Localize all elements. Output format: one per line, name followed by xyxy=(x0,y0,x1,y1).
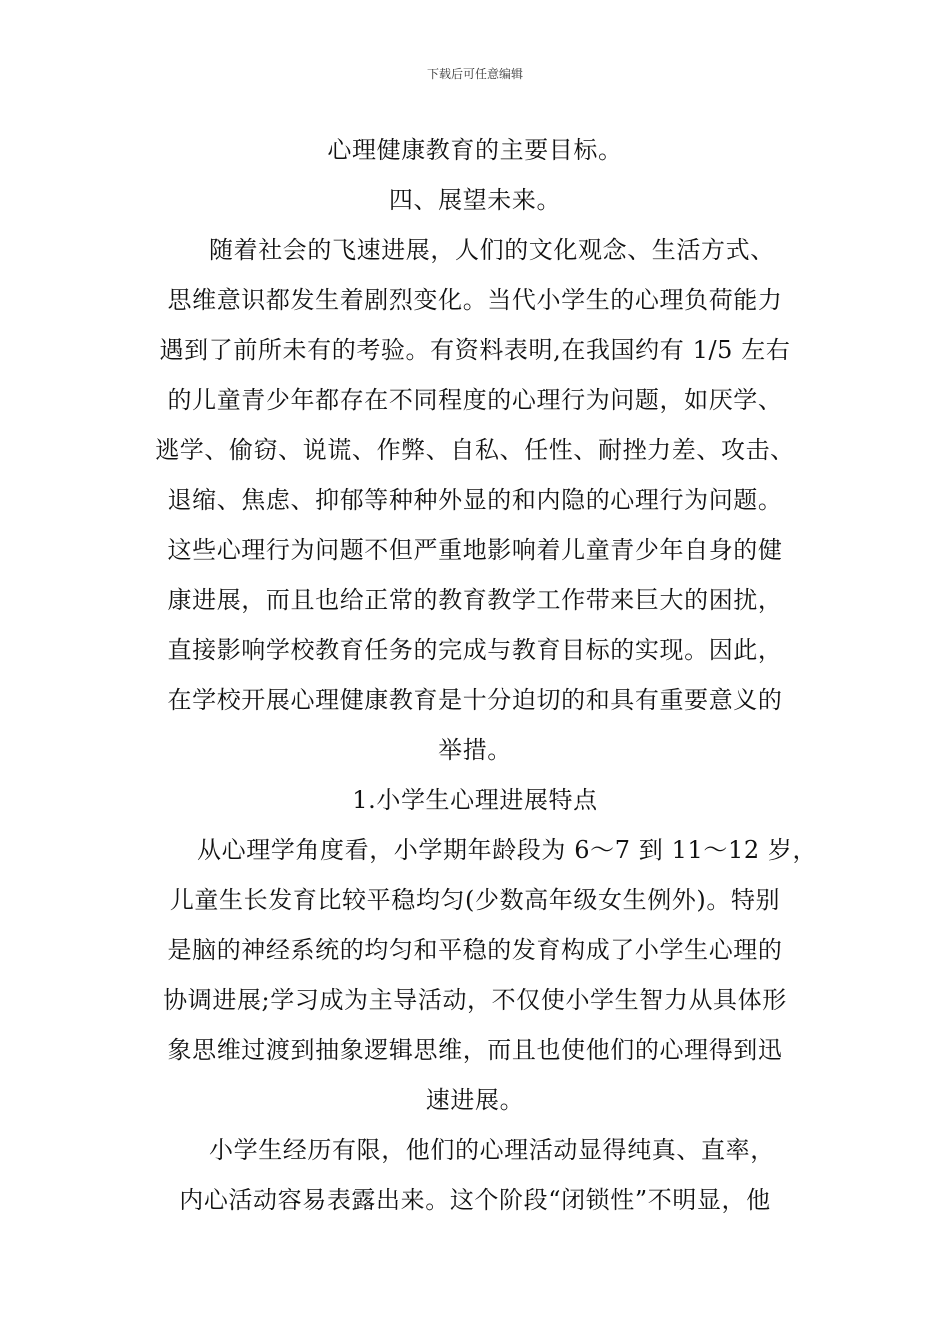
page-header-note: 下载后可任意编辑 xyxy=(426,67,523,81)
subsection-heading: 1.小学生心理进展特点 xyxy=(352,786,598,814)
text-line: 这些心理行为问题不但严重地影响着儿童青少年自身的健 xyxy=(167,536,783,564)
text-line: 遇到了前所未有的考验。有资料表明,在我国约有 1/5 左右 xyxy=(159,336,791,364)
text-line: 在学校开展心理健康教育是十分迫切的和具有重要意义的 xyxy=(167,686,783,714)
text-line: 象思维过渡到抽象逻辑思维，而且也使他们的心理得到迅 xyxy=(167,1036,783,1064)
text-line: 是脑的神经系统的均匀和平稳的发育构成了小学生心理的 xyxy=(167,936,783,964)
text-line: 逃学、偷窃、说谎、作弊、自私、任性、耐挫力差、攻击、 xyxy=(155,436,795,464)
text-line: 小学生经历有限，他们的心理活动显得纯真、直率， xyxy=(209,1136,775,1164)
section-heading: 四、展望未来。 xyxy=(388,186,562,214)
text-line: 协调进展;学习成为主导活动，不仅使小学生智力从具体形 xyxy=(163,986,787,1014)
text-line: 的儿童青少年都存在不同程度的心理行为问题，如厌学、 xyxy=(167,386,783,414)
text-line: 速进展。 xyxy=(425,1086,525,1114)
text-line: 思维意识都发生着剧烈变化。当代小学生的心理负荷能力 xyxy=(167,286,783,314)
text-line: 内心活动容易表露出来。这个阶段“闭锁性”不明显，他 xyxy=(179,1186,771,1214)
text-line: 退缩、焦虑、抑郁等种种外显的和内隐的心理行为问题。 xyxy=(167,486,783,514)
text-line: 儿童生长发育比较平稳均匀(少数高年级女生例外)。特别 xyxy=(169,886,781,914)
text-line: 从心理学角度看，小学期年龄段为 6～7 到 11～12 岁， xyxy=(197,836,818,864)
text-line: 康进展，而且也给正常的教育教学工作带来巨大的困扰， xyxy=(167,586,783,614)
text-line: 随着社会的飞速进展，人们的文化观念、生活方式、 xyxy=(209,236,775,264)
text-line: 举措。 xyxy=(438,736,512,764)
text-line: 直接影响学校教育任务的完成与教育目标的实现。因此， xyxy=(167,636,783,664)
text-line: 心理健康教育的主要目标。 xyxy=(327,136,623,164)
